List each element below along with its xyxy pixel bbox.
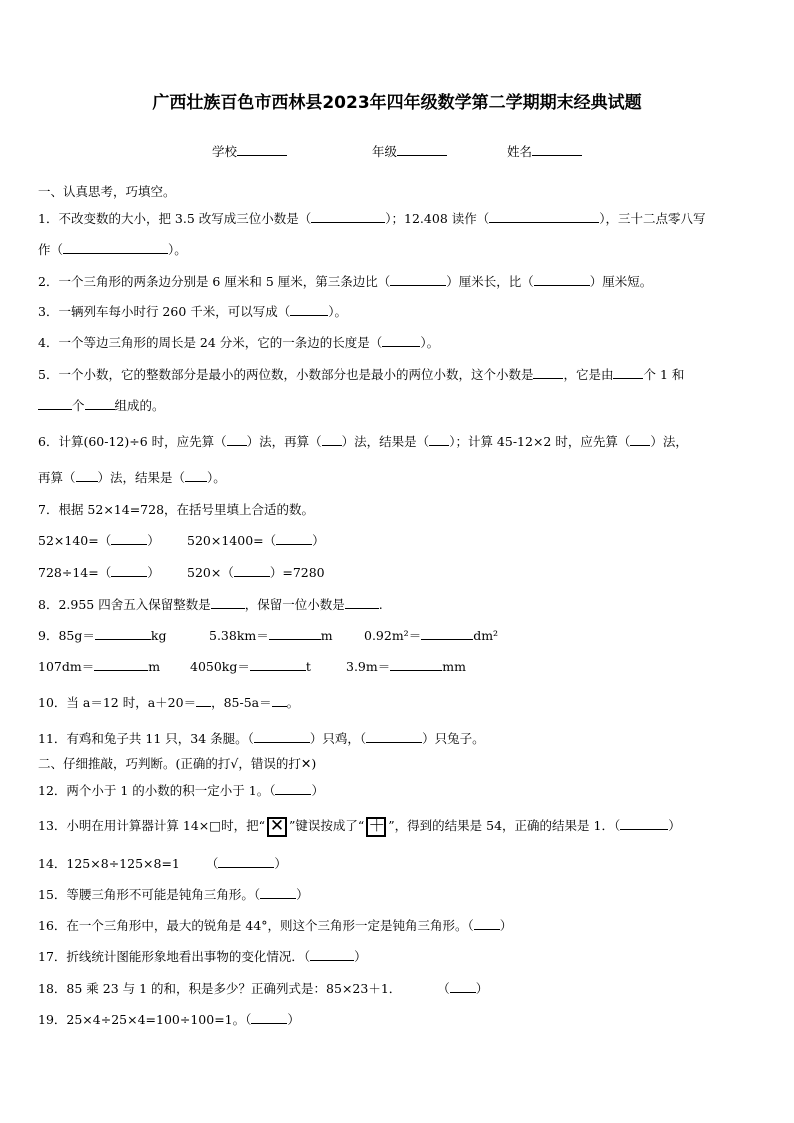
page-title: 广西壮族百色市西林县2023年四年级数学第二学期期末经典试题 (152, 93, 642, 113)
question-15: 15．等腰三角形不可能是钝角三角形。（ ） (38, 887, 309, 902)
question-6: 6．计算(60-12)÷6 时，应先算（ ）法，再算（ ）法，结果是（ ）；计算 45-12×2 时，应先算（ ）法， (38, 434, 688, 449)
question-17: 17．折线统计图能形象地看出事物的变化情况．（ ） (38, 949, 367, 964)
question-7: 7．根据 52×14=728，在括号里填上合适的数。 (38, 502, 315, 517)
question-2: 2．一个三角形的两条边分别是 6 厘米和 5 厘米，第三条边比（ ）厘米长，比（ ）厘米短。 (38, 274, 653, 289)
question-13: 13．小明在用计算器计算 14×□时，把“ ✕ ”键误按成了“ ＋ ”，得到的结果是 54，正确的结果是 1．（ ） (38, 815, 681, 836)
question-9-row-2: 107dm＝ m (38, 659, 161, 674)
grade-field: 年级 (372, 142, 447, 160)
question-18: 18．85 乘 23 与 1 的和，积是多少？正确列式是：85×23＋1． （ ） (38, 981, 489, 996)
section-heading-1: 一、认真思考，巧填空。 (38, 184, 176, 199)
question-9-row-1-b: 5.38km＝ m (209, 628, 333, 643)
question-9-row-2-c: 3.9m＝ mm (346, 659, 466, 674)
question-12: 12．两个小于 1 的小数的积一定小于 1。（ ） (38, 783, 324, 798)
question-7-row-1-b: 520×1400=（ ） (187, 533, 325, 548)
question-3: 3．一辆列车每小时行 260 千米，可以写成（ ）。 (38, 304, 348, 319)
question-14: 14．125×8÷125×8=1 （ ） (38, 856, 287, 871)
question-19: 19．25×4÷25×4=100÷100=1。（ ） (38, 1012, 300, 1027)
school-field: 学校 (212, 142, 287, 160)
question-9-row-2-b: 4050kg＝ t (190, 659, 311, 674)
question-7-row-2: 728÷14=（ ） (38, 565, 160, 580)
question-16: 16．在一个三角形中，最大的锐角是 44°，则这个三角形一定是钝角三角形。（ ） (38, 918, 513, 933)
question-10: 10．当 a＝12 时，a＋20＝ ，85-5a＝ 。 (38, 695, 300, 710)
question-6-cont: 再算（ ）法，结果是（ ）。 (38, 470, 226, 485)
question-7-row-1: 52×140=（ ） (38, 533, 160, 548)
question-5-cont: 个 组成的。 (38, 396, 165, 414)
question-4: 4．一个等边三角形的周长是 24 分米，它的一条边的长度是（ ）。 (38, 335, 440, 350)
question-9-row-1: 9．85g＝ kg (38, 628, 167, 643)
question-1-cont: 作（ ）。 (38, 242, 187, 257)
question-1: 1．不改变数的大小，把 3.5 改写成三位小数是（ ）；12.408 读作（ ），三十二点零八写 (38, 211, 706, 226)
plus-key-icon: ＋ (368, 815, 386, 836)
question-8: 8．2.955 四舍五入保留整数是 ，保留一位小数是 . (38, 597, 383, 612)
question-9-row-1-c: 0.92m²＝ dm² (364, 628, 499, 643)
question-5: 5．一个小数，它的整数部分是最小的两位数，小数部分也是最小的两位小数，这个小数是 ，它是由 个 1 和 (38, 367, 685, 382)
question-7-row-2-b: 520×（ ）=7280 (187, 565, 325, 580)
section-heading-2: 二、仔细推敲，巧判断。(正确的打√，错误的打✕) (38, 756, 317, 771)
multiply-key-icon: ✕ (267, 817, 287, 837)
name-field: 姓名 (507, 142, 582, 160)
question-11: 11．有鸡和兔子共 11 只，34 条腿。（ ）只鸡，（ ）只兔子。 (38, 731, 485, 746)
